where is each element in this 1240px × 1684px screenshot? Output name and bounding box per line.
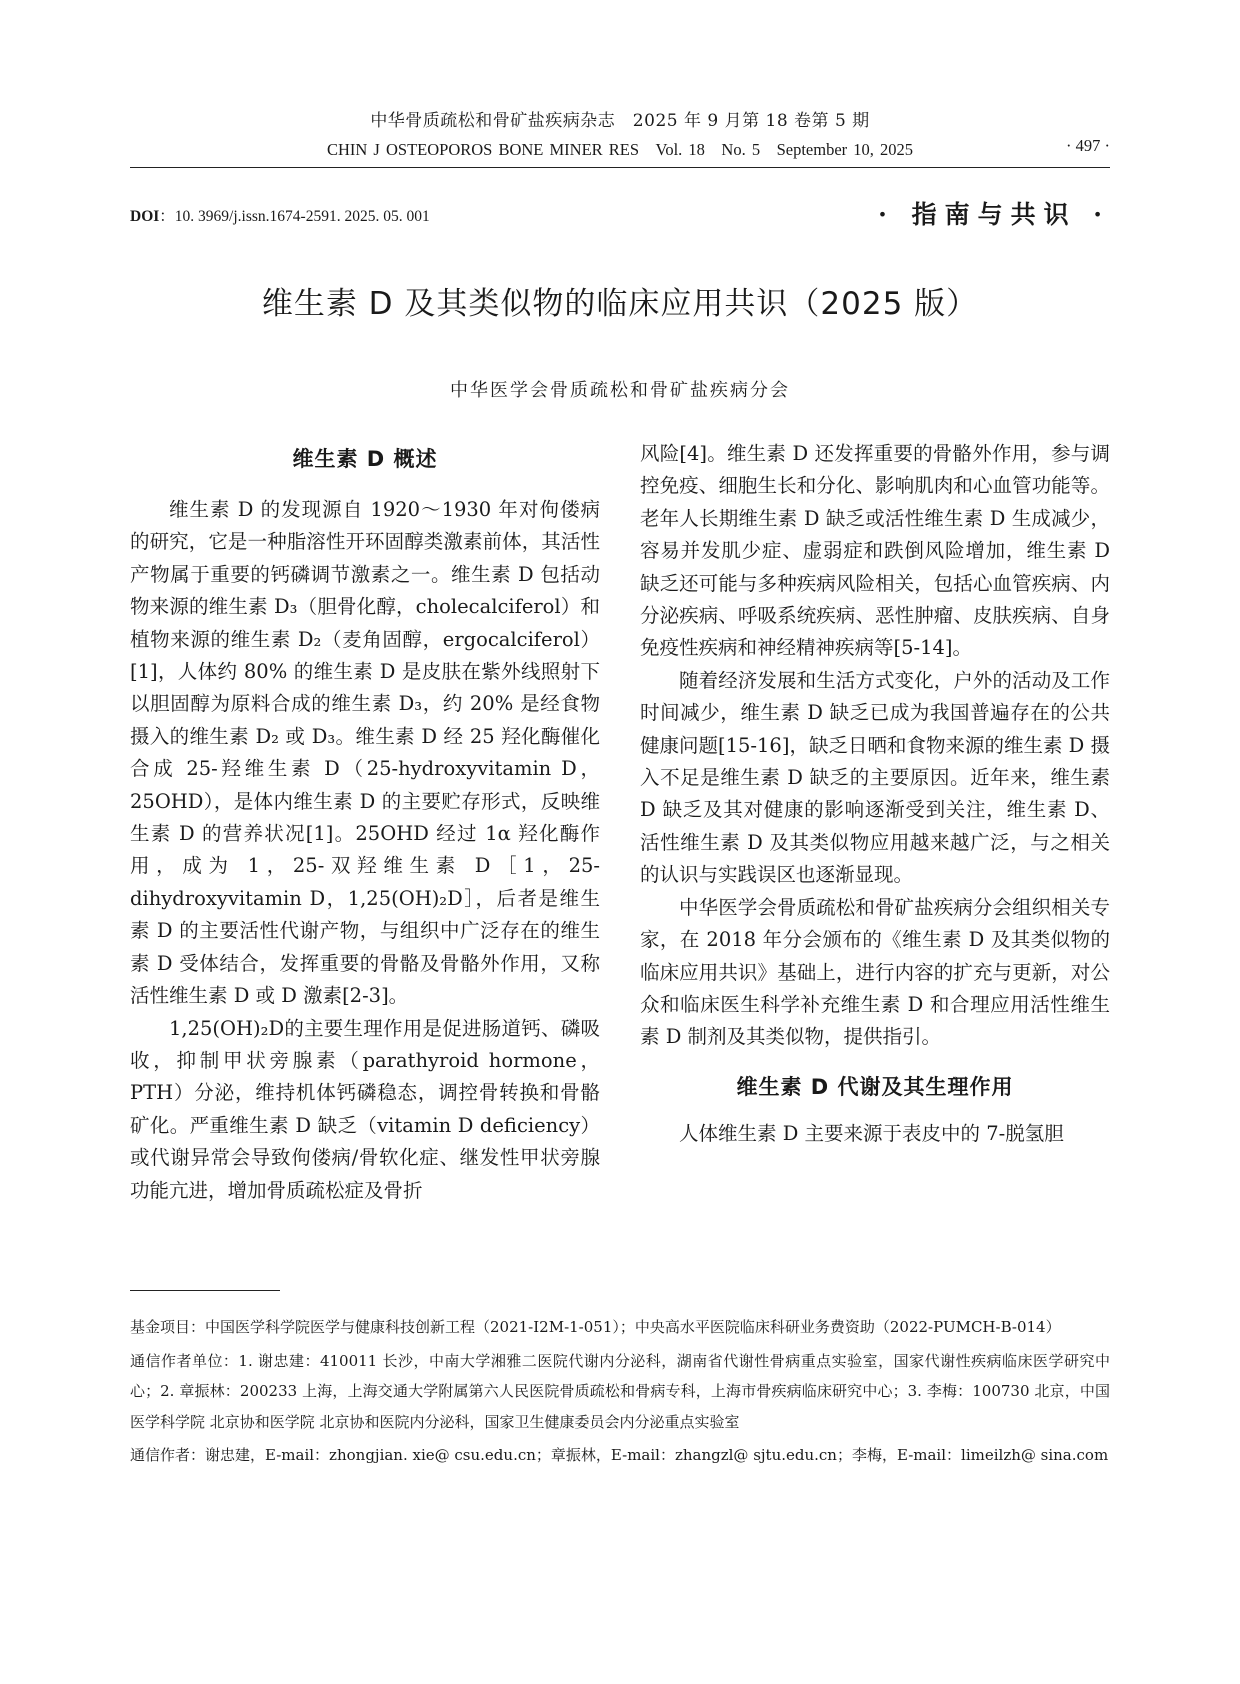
paragraph: 维生素 D 的发现源自 1920～1930 年对佝偻病的研究，它是一种脂溶性开环固醇类激素前体，其活性产物属于重要的钙磷调节激素之一。维生素 D 包括动物来源的维生素 D₃（胆骨化醇，cholecalciferol）和植物来源的维生素 D₂（麦角固醇，ergocalciferol）[1]，人体约 80% 的维生素 D 是皮肤在紫外线照射下以胆固醇为原料合成的维生素 D₃，约 20% 是经食物摄入的维生素 D₂ 或 D₃。维生素 D 经 25 羟化酶催化合成 25-羟维生素 D（25-hydroxyvitamin D，25OHD），是体内维生素 D 的主要贮存形式，反映维生素 D 的营养状况[1]。25OHD 经过 1α 羟化酶作用，成为 1，25-双羟维生素 D［1，25-dihydroxyvitamin D，1,25(OH)₂D］，后者是维生素 D 的主要活性代谢产物，与组织中广泛存在的维生素 D 受体结合，发挥重要的骨骼及骨骼外作用，又称活性维生素 D 或 D 激素[2-3]。 bbox=[130, 498, 600, 1008]
right-column bbox=[640, 438, 1110, 1150]
paragraph: 人体维生素 D 主要来源于表皮中的 7-脱氢胆 bbox=[679, 1121, 1064, 1145]
left-column bbox=[130, 438, 600, 1207]
paragraph: 随着经济发展和生活方式变化，户外的活动及工作时间减少，维生素 D 缺乏已成为我国普遍存在的公共健康问题[15-16]，缺乏日晒和食物来源的维生素 D 摄入不足是维生素 D 缺乏的主要原因。近年来，维生素 D 缺乏及其对健康的影响逐渐受到关注，维生素 D、活性维生素 D 及其类似物应用越来越广泛，与之相关的认识与实践误区也逐渐显现。 bbox=[640, 668, 1110, 887]
affiliations-note: 通信作者单位：1. 谢忠建：410011 长沙，中南大学湘雅二医院代谢内分泌科，湖南省代谢性骨病重点实验室，国家代谢性疾病临床医学研究中心；2. 章振林：200233 上海，上海交通大学附属第六人民医院骨质疏松和骨病专科，上海市骨疾病临床研究中心；3. 李梅：100730 北京，中国医学科学院 北京协和医学院 北京协和医院内分泌科，国家卫生健康委员会内分泌重点实验室 bbox=[130, 1351, 1110, 1431]
correspondence-note[interactable]: 通信作者：谢忠建，E-mail：zhongjian. xie@ csu.edu.cn；章振林，E-mail：zhangzl@ sjtu.edu.cn；李梅，E-mail：limeilzh@ sina.com bbox=[130, 1446, 1109, 1464]
funding-note: 基金项目：中国医学科学院医学与健康科技创新工程（2021-I2M-1-051）；中央高水平医院临床科研业务费资助（2022-PUMCH-B-014） bbox=[130, 1318, 1061, 1336]
paragraph: 风险[4]。维生素 D 还发挥重要的骨骼外作用，参与调控免疫、细胞生长和分化、影响肌肉和心血管功能等。老年人长期维生素 D 缺乏或活性维生素 D 生成减少，容易并发肌少症、虚弱症和跌倒风险增加，维生素 D 缺乏还可能与多种疾病风险相关，包括心血管疾病、内分泌疾病、呼吸系统疾病、恶性肿瘤、皮肤疾病、自身免疫性疾病和神经精神疾病等[5-14]。 bbox=[640, 442, 1110, 660]
footnote-rule bbox=[130, 1290, 280, 1291]
article-title: 维生素 D 及其类似物的临床应用共识（2025 版） bbox=[261, 286, 979, 322]
section-tag: · 指南与共识 · bbox=[878, 200, 1110, 229]
header-rule bbox=[130, 167, 1110, 168]
doi-label: DOI bbox=[130, 208, 160, 225]
footnotes bbox=[130, 1312, 1110, 1474]
doi-value[interactable]: ：10. 3969/j.issn.1674-2591. 2025. 05. 001 bbox=[159, 208, 430, 225]
paragraph: 1,25(OH)₂D的主要生理作用是促进肠道钙、磷吸收，抑制甲状旁腺素（parathyroid hormone，PTH）分泌，维持机体钙磷稳态，调控骨转换和骨骼矿化。严重维生素 D 缺乏（vitamin D deficiency）或代谢异常会导致佝偻病/骨软化症、继发性甲状旁腺功能亢进，增加骨质疏松症及骨折 bbox=[130, 1016, 600, 1202]
journal-name-en: CHIN J OSTEOPOROS BONE MINER RES Vol. 18 No. 5 September 10, 2025 bbox=[326, 140, 914, 159]
authors: 中华医学会骨质疏松和骨矿盐疾病分会 bbox=[450, 380, 790, 401]
page-number: · 497 · bbox=[1066, 136, 1110, 155]
section-heading: 维生素 D 概述 bbox=[292, 447, 438, 471]
section-heading: 维生素 D 代谢及其生理作用 bbox=[736, 1074, 1014, 1099]
paragraph: 中华医学会骨质疏松和骨矿盐疾病分会组织相关专家，在 2018 年分会颁布的《维生素 D 及其类似物的临床应用共识》基础上，进行内容的扩充与更新，对公众和临床医生科学补充维生素 D 和合理应用活性维生素 D 制剂及其类似物，提供指引。 bbox=[640, 895, 1110, 1049]
doi[interactable] bbox=[130, 204, 430, 226]
journal-name-cn: 中华骨质疏松和骨矿盐疾病杂志 2025 年 9 月第 18 卷第 5 期 bbox=[370, 111, 870, 131]
